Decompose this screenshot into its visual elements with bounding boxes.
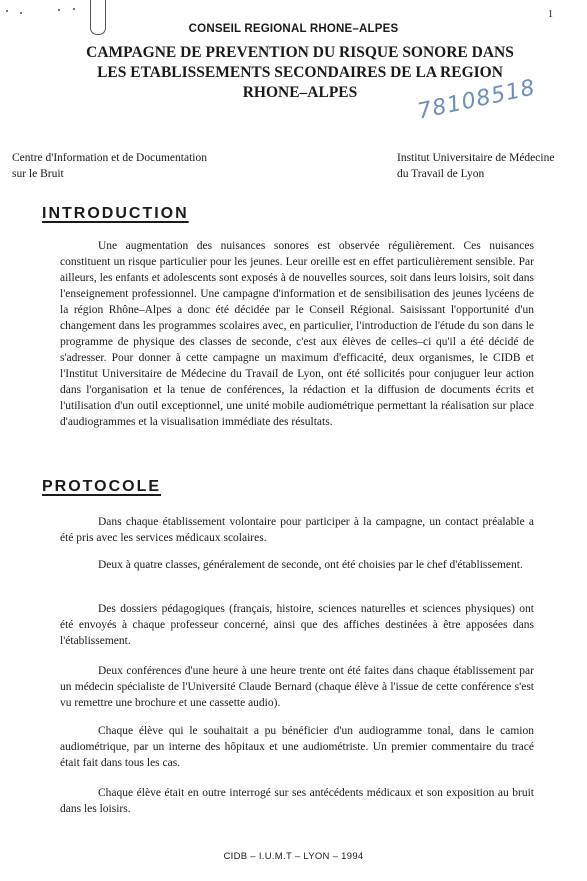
affiliation-line: sur le Bruit [12, 168, 64, 180]
footer: CIDB – I.U.M.T – LYON – 1994 [223, 851, 364, 862]
affiliation-line: Centre d'Information et de Documentation [12, 152, 207, 164]
scan-speck [6, 10, 8, 12]
introduction-heading: INTRODUCTION [42, 205, 189, 222]
protocol-paragraph: Dans chaque établissement volontaire pour participer à la campagne, un contact préalable a été pris avec les services médicaux scolaires. [60, 516, 534, 544]
protocol-paragraph: Chaque élève était en outre interrogé sur ses antécédents médicaux et son exposition au bruit dans les loisirs. [60, 787, 534, 815]
affiliation-iumt [397, 150, 554, 182]
scan-speck [73, 8, 75, 10]
scan-speck [58, 9, 60, 11]
title-line: CAMPAGNE DE PREVENTION DU RISQUE SONORE DANS [86, 44, 514, 61]
scan-speck [20, 12, 22, 14]
affiliation-line: du Travail de Lyon [397, 168, 485, 180]
affiliation-cidb [12, 150, 207, 182]
header-organization: CONSEIL REGIONAL RHONE–ALPES [188, 23, 399, 35]
handwritten-reference-number: 78108518 [415, 75, 538, 125]
title-line: LES ETABLISSEMENTS SECONDAIRES DE LA REGION [97, 64, 503, 81]
affiliation-line: Institut Universitaire de Médecine [397, 152, 555, 164]
introduction-paragraph: Une augmentation des nuisances sonores est observée régulièrement. Ces nuisances constituent un risque particulier pour les jeunes. Leur oreille est en effet particulièrement sensible. Par ailleurs, les enfants et adolescents sont exposés à de nouvelles sources, soit dans leurs loisirs, soit dans l'enseignement professionnel. Une campagne d'information et de sensibilisation des jeunes lycéens de la région Rhône–Alpes a donc été décidée par le Conseil Régional. Saisissant l'opportunité d'un changement dans les programmes scolaires avec, en particulier, l'introduction de l'étude du son dans le programme de physique des classes de seconde, c'est aux élèves de celles–ci qu'il a été décidé de s'adresser. Pour donner à cette campagne un maximum d'efficacité, deux organismes, le CIDB et l'Institut Universitaire de Médecine du Travail de Lyon, ont été sollicités pour conjuguer leur action dans l'organisation et la tenue de conférences, la rédaction et la diffusion de documents écrits et l'utilisation d'un outil exceptionnel, une unité mobile audiométrique permettant la réalisation sur place d'audiogrammes et la visualisation immédiate des résultats. [60, 240, 534, 428]
protocol-paragraph: Deux conférences d'une heure à une heure trente ont été faites dans chaque établissement par un médecin spécialiste de l'Université Claude Bernard (chaque élève à l'issue de cette conférence s'est vu remettre une brochure et une cassette audio). [60, 665, 534, 709]
page-number: 1 [548, 9, 553, 20]
protocol-paragraph: Des dossiers pédagogiques (français, histoire, sciences naturelles et sciences physiques) ont été envoyés à chaque professeur concerné, ainsi que des affiches destinées à être apposées dans l'établissement. [60, 603, 534, 647]
protocol-paragraph: Deux à quatre classes, généralement de seconde, ont été choisies par le chef d'établissement. [98, 559, 523, 571]
protocol-heading: PROTOCOLE [42, 478, 162, 495]
title-line: RHONE–ALPES [242, 84, 358, 101]
protocol-paragraph: Chaque élève qui le souhaitait a pu bénéficier d'un audiogramme tonal, dans le camion audiométrique, par un interne des hôpitaux et une audiométriste. Un premier commentaire du tracé était fait dans tous les cas. [60, 725, 534, 769]
